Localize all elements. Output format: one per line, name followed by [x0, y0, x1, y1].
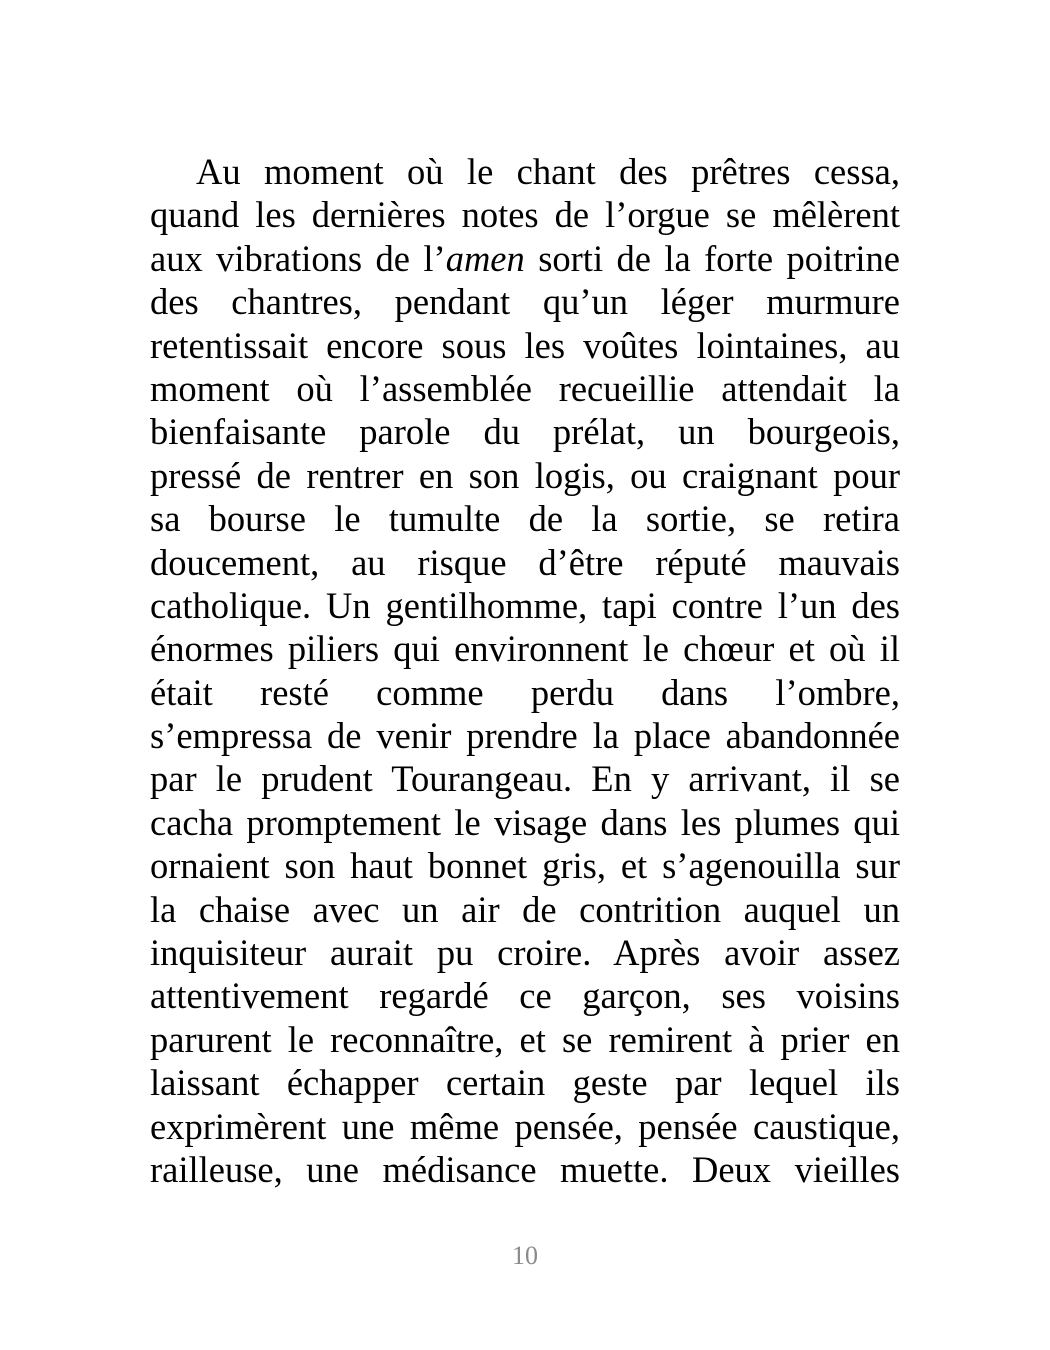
text-line-18: la chaise avec un air de contrition auquel un [150, 888, 900, 930]
text-line-6: moment où l’assemblée recueillie attendait la [150, 367, 900, 409]
text-line-22: laissant échapper certain geste par lequel ils [150, 1062, 900, 1104]
text-line-2: quand les dernières notes de l’orgue se mêlèrent [150, 194, 900, 236]
text-line-12: énormes piliers qui environnent le chœur et où il [150, 628, 900, 670]
text-line-15: par le prudent Tourangeau. En y arrivant, il se [150, 758, 900, 800]
italic-word-amen: amen [445, 237, 525, 279]
text-line-8: pressé de rentrer en son logis, ou craignant pour [150, 454, 900, 496]
text-line-7: bienfaisante parole du prélat, un bourgeois, [150, 411, 900, 453]
text-line-23: exprimèrent une même pensée, pensée caustique, [150, 1105, 900, 1147]
text-line-9: sa bourse le tumulte de la sortie, se retira [150, 498, 900, 540]
page-number: 10 [512, 1241, 538, 1270]
text-line-14: s’empressa de venir prendre la place abandonnée [150, 715, 900, 757]
text-line-3-end: sorti de la forte poitrine [524, 237, 900, 279]
text-line-19: inquisiteur aurait pu croire. Après avoir assez [150, 932, 900, 974]
text-line-3 [150, 237, 900, 280]
text-line-11: catholique. Un gentilhomme, tapi contre l’un des [150, 584, 900, 626]
text-line-4: des chantres, pendant qu’un léger murmure [150, 281, 900, 323]
text-line-5: retentissait encore sous les voûtes lointaines, au [150, 324, 900, 366]
text-line-13: était resté comme perdu dans l’ombre, [150, 671, 900, 713]
text-line-16: cacha promptement le visage dans les plumes qui [150, 801, 900, 843]
text-line-21: parurent le reconnaître, et se remirent à prier en [150, 1018, 900, 1060]
text-line-17: ornaient son haut bonnet gris, et s’agenouilla sur [150, 845, 900, 887]
text-line-3-start: aux vibrations de l’ [150, 237, 446, 279]
body-text [150, 150, 900, 1191]
text-line-1: Au moment où le chant des prêtres cessa, [196, 151, 900, 192]
text-line-20: attentivement regardé ce garçon, ses voisins [150, 975, 900, 1017]
text-line-24: railleuse, une médisance muette. Deux vieilles [150, 1148, 900, 1190]
text-line-10: doucement, au risque d’être réputé mauvais [150, 541, 900, 583]
